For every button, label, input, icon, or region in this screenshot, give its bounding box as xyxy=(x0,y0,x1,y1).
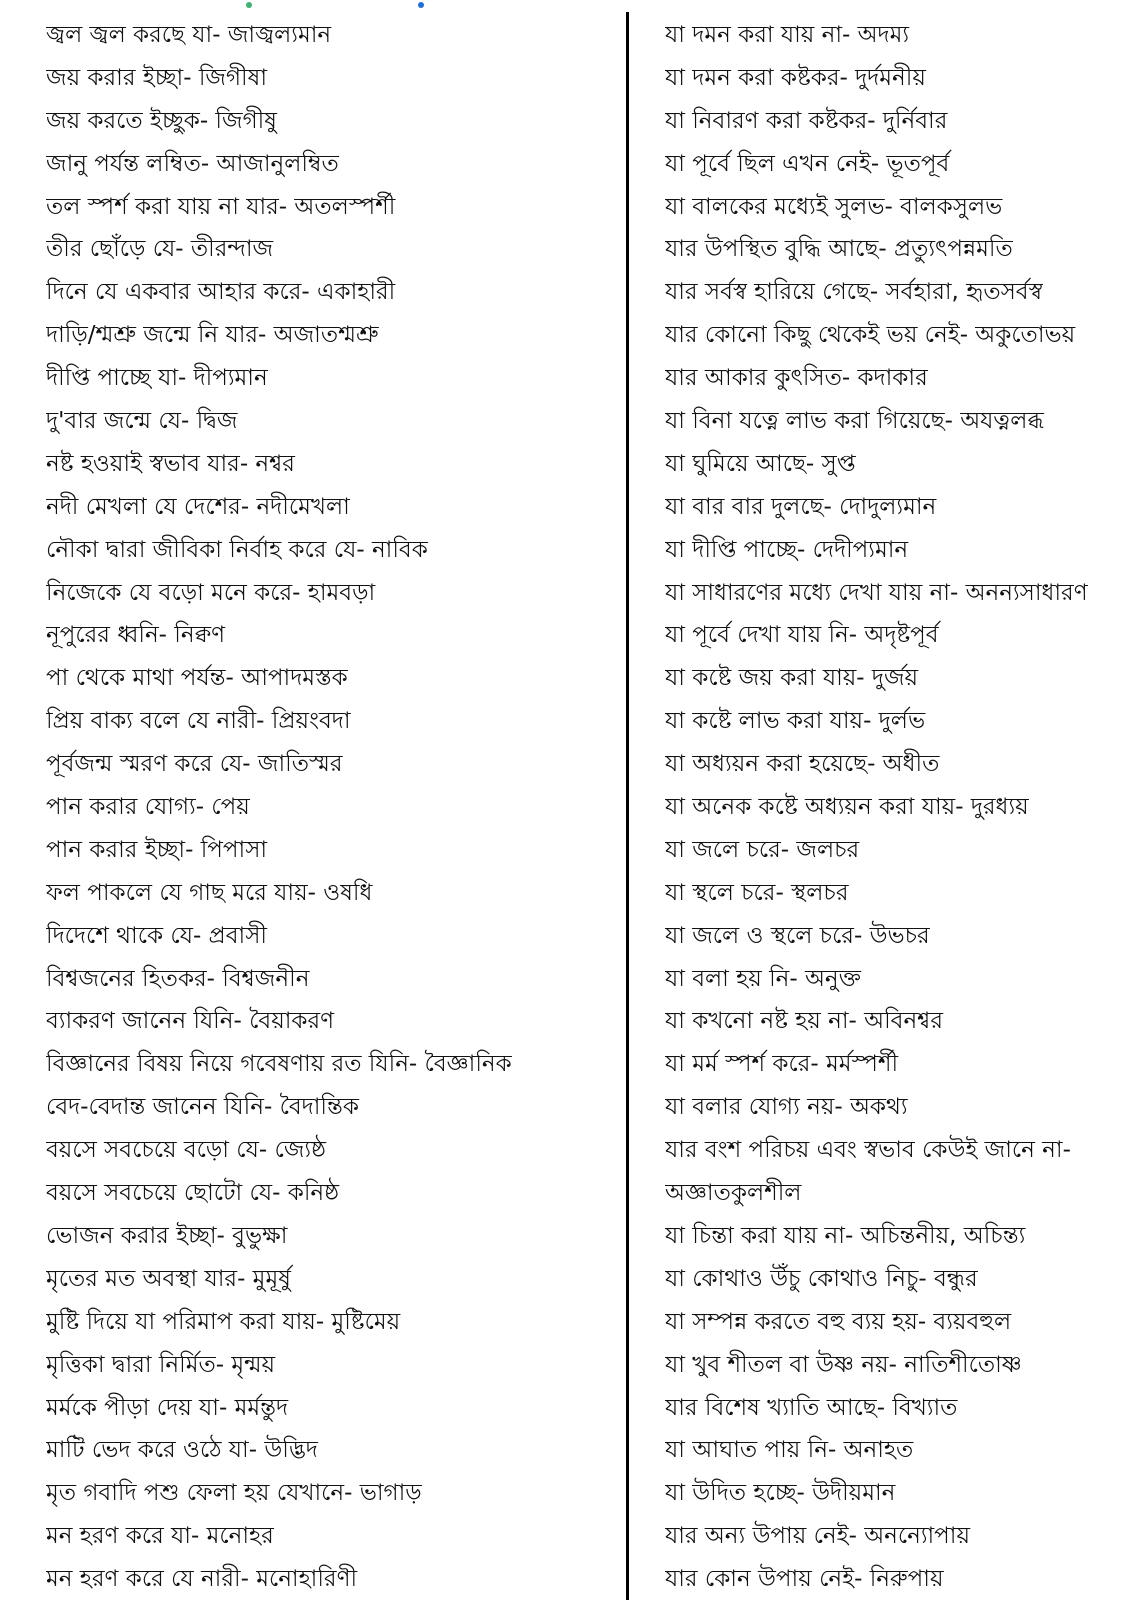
word-entry: যার কোনো কিছু থেকেই ভয় নেই- অকুতোভয় xyxy=(665,322,1076,349)
word-entry: তীর ছোঁড়ে যে- তীরন্দাজ xyxy=(46,236,274,263)
word-entry: বয়সে সবচেয়ে বড়ো যে- জ্যেষ্ঠ xyxy=(46,1137,327,1164)
word-entry: জ্বল জ্বল করছে যা- জাজ্বল্যমান xyxy=(46,22,332,48)
word-entry: যা জলে ও স্থলে চরে- উভচর xyxy=(665,922,930,949)
word-entry: যা স্থলে চরে- স্থলচর xyxy=(665,879,849,906)
word-entry: যা দমন করা যায় না- অদম্য xyxy=(665,22,910,48)
word-entry: বিশ্বজনের হিতকর- বিশ্বজনীন xyxy=(46,965,310,992)
word-entry: যার বংশ পরিচয় এবং স্বভাব কেউই জানে না- xyxy=(665,1137,1071,1164)
word-entry: যা বার বার দুলছে- দোদুল্যমান xyxy=(665,493,937,520)
right-column xyxy=(665,14,1135,1601)
word-entry: দীপ্তি পাচ্ছে যা- দীপ্যমান xyxy=(46,365,268,392)
column-divider xyxy=(626,12,629,1600)
blue-mark xyxy=(418,2,424,8)
word-entry: জয় করার ইচ্ছা- জিগীষা xyxy=(46,64,267,91)
word-entry: মন হরণ করে যে নারী- মনোহারিণী xyxy=(46,1566,358,1593)
word-entry: যা মর্ম স্পর্শ করে- মর্মস্পর্শী xyxy=(665,1051,899,1078)
word-entry: মৃত গবাদি পশু ফেলা হয় যেখানে- ভাগাড় xyxy=(46,1480,422,1507)
word-entry: যা সাধারণের মধ্যে দেখা যায় না- অনন্যসাধারণ xyxy=(665,579,1088,606)
word-entry: মন হরণ করে যা- মনোহর xyxy=(46,1523,274,1550)
word-entry: যা বিনা যত্নে লাভ করা গিয়েছে- অযত্নলব্ধ xyxy=(665,408,1044,435)
word-entry: মুষ্টি দিয়ে যা পরিমাপ করা যায়- মুষ্টিমেয় xyxy=(46,1308,401,1335)
word-entry: নষ্ট হওয়াই স্বভাব যার- নশ্বর xyxy=(46,450,295,477)
green-mark xyxy=(246,2,252,8)
word-entry: দিনে যে একবার আহার করে- একাহারী xyxy=(46,279,396,306)
word-entry: দাড়ি/শ্মশ্রু জন্মে নি যার- অজাতশ্মশ্রু xyxy=(46,322,379,349)
word-entry: যার কোন উপায় নেই- নিরুপায় xyxy=(665,1566,944,1593)
word-entry: বিজ্ঞানের বিষয় নিয়ে গবেষণায় রত যিনি- বৈজ্ঞানিক xyxy=(46,1051,512,1078)
word-entry: যা পূর্বে দেখা যায় নি- অদৃষ্টপূর্ব xyxy=(665,622,939,649)
word-entry: যা দীপ্তি পাচ্ছে- দেদীপ্যমান xyxy=(665,536,909,563)
word-entry: যা সম্পন্ন করতে বহু ব্যয় হয়- ব্যয়বহুল xyxy=(665,1308,1012,1335)
word-entry: যা খুব শীতল বা উষ্ণ নয়- নাতিশীতোষ্ণ xyxy=(665,1351,1022,1378)
word-entry: যা অধ্যয়ন করা হয়েছে- অধীত xyxy=(665,751,940,778)
word-entry: মৃতের মত অবস্থা যার- মুমূর্ষু xyxy=(46,1265,291,1292)
word-entry: জয় করতে ইচ্ছুক- জিগীষু xyxy=(46,107,277,134)
word-entry: যার উপস্থিত বুদ্ধি আছে- প্রত্যুৎপন্নমতি xyxy=(665,236,1013,263)
word-entry: যার বিশেষ খ্যাতি আছে- বিখ্যাত xyxy=(665,1394,958,1421)
word-entry: নিজেকে যে বড়ো মনে করে- হামবড়া xyxy=(46,579,376,606)
word-entry: যা বালকের মধ্যেই সুলভ- বালকসুলভ xyxy=(665,193,1003,220)
word-entry: পূর্বজন্ম স্মরণ করে যে- জাতিস্মর xyxy=(46,751,343,778)
word-entry: যা আঘাত পায় নি- অনাহত xyxy=(665,1437,914,1464)
word-entry: যা কষ্টে লাভ করা যায়- দুর্লভ xyxy=(665,708,926,735)
word-entry: যার অন্য উপায় নেই- অনন্যোপায় xyxy=(665,1523,970,1550)
left-column xyxy=(46,14,616,1601)
word-entry: ফল পাকলে যে গাছ মরে যায়- ওষধি xyxy=(46,879,373,906)
word-entry: যা দমন করা কষ্টকর- দুর্দমনীয় xyxy=(665,64,926,91)
word-entry: মাটি ভেদ করে ওঠে যা- উদ্ভিদ xyxy=(46,1437,318,1464)
word-entry: তল স্পর্শ করা যায় না যার- অতলস্পর্শী xyxy=(46,193,396,220)
word-entry: ভোজন করার ইচ্ছা- বুভুক্ষা xyxy=(46,1222,288,1249)
word-entry: যা নিবারণ করা কষ্টকর- দুর্নিবার xyxy=(665,107,948,134)
word-entry: যা কষ্টে জয় করা যায়- দুর্জয় xyxy=(665,665,919,692)
word-entry: যা বলা হয় নি- অনুক্ত xyxy=(665,965,862,992)
word-entry: নৌকা দ্বারা জীবিকা নির্বাহ করে যে- নাবিক xyxy=(46,536,428,563)
word-entry: বয়সে সবচেয়ে ছোটো যে- কনিষ্ঠ xyxy=(46,1180,340,1207)
word-entry: যা কোথাও উঁচু কোথাও নিচু- বন্ধুর xyxy=(665,1265,978,1292)
word-entry: যা বলার যোগ্য নয়- অকথ্য xyxy=(665,1094,908,1121)
word-entry: যা অনেক কষ্টে অধ্যয়ন করা যায়- দুরধ্যয় xyxy=(665,794,1029,821)
word-entry: জানু পর্যন্ত লম্বিত- আজানুলম্বিত xyxy=(46,150,339,177)
word-entry: নদী মেখলা যে দেশের- নদীমেখলা xyxy=(46,493,350,520)
word-entry: নূপুরের ধ্বনি- নিক্বণ xyxy=(46,622,226,649)
word-entry: দিদেশে থাকে যে- প্রবাসী xyxy=(46,922,267,949)
word-entry: যা কখনো নষ্ট হয় না- অবিনশ্বর xyxy=(665,1008,943,1035)
word-entry: পা থেকে মাথা পর্যন্ত- আপাদমস্তক xyxy=(46,665,348,692)
word-entry: অজ্ঞাতকুলশীল xyxy=(665,1180,802,1207)
word-entry: ব্যাকরণ জানেন যিনি- বৈয়াকরণ xyxy=(46,1008,335,1035)
word-entry: পান করার যোগ্য- পেয় xyxy=(46,794,250,821)
word-entry: বেদ-বেদান্ত জানেন যিনি- বৈদান্তিক xyxy=(46,1094,359,1121)
word-entry: যা ঘুমিয়ে আছে- সুপ্ত xyxy=(665,450,856,477)
word-entry: পান করার ইচ্ছা- পিপাসা xyxy=(46,836,268,863)
word-entry: যা পূর্বে ছিল এখন নেই- ভূতপূর্ব xyxy=(665,150,950,177)
word-entry: যার সর্বস্ব হারিয়ে গেছে- সর্বহারা, হৃতসর্বস্ব xyxy=(665,279,1043,306)
word-entry: যা উদিত হচ্ছে- উদীয়মান xyxy=(665,1480,896,1507)
word-entry: মৃত্তিকা দ্বারা নির্মিত- মৃন্ময় xyxy=(46,1351,276,1378)
word-entry: যা জলে চরে- জলচর xyxy=(665,836,860,863)
word-entry: দু'বার জন্মে যে- দ্বিজ xyxy=(46,408,238,435)
word-entry: যার আকার কুৎসিত- কদাকার xyxy=(665,365,928,392)
word-entry: মর্মকে পীড়া দেয় যা- মর্মন্তুদ xyxy=(46,1394,289,1421)
word-entry: প্রিয় বাক্য বলে যে নারী- প্রিয়ংবদা xyxy=(46,708,351,735)
word-entry: যা চিন্তা করা যায় না- অচিন্তনীয়, অচিন্ত্য xyxy=(665,1222,1026,1249)
